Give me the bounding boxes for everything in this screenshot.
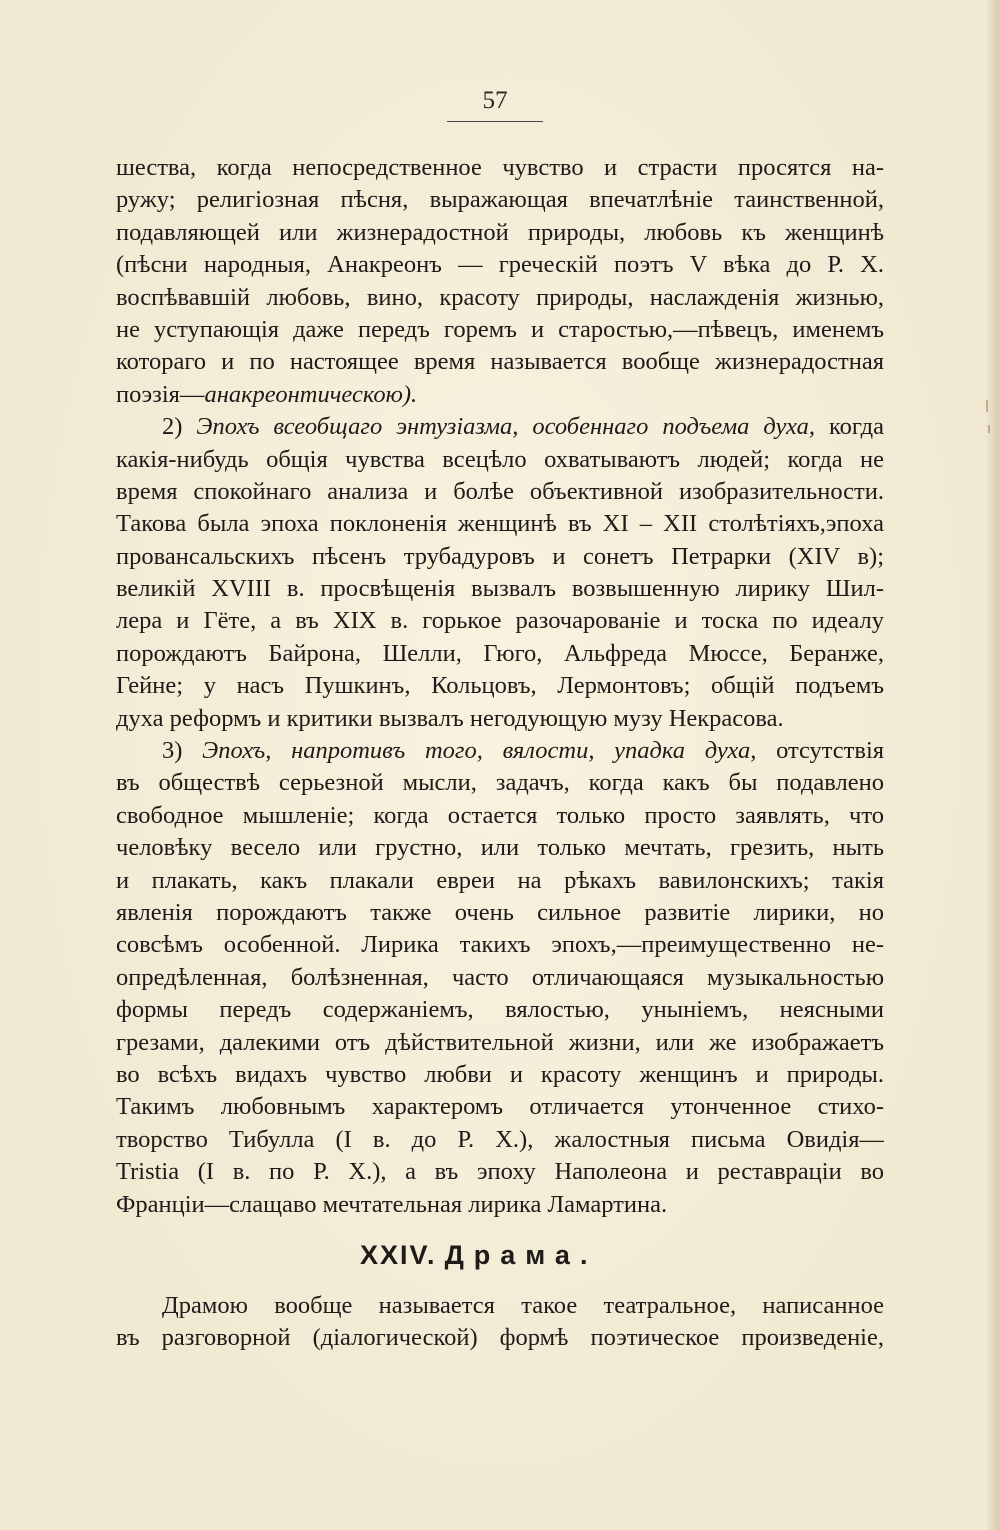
drama-paragraph [116, 1290, 884, 1355]
page-number: 57 [482, 87, 508, 114]
section-heading [360, 1237, 660, 1277]
italic-term: анакреонтическою). [204, 380, 418, 408]
text-fragment: поэзія— [116, 380, 205, 408]
italic-term: Эпохъ всеобщаго энтузіазма, особеннаго подъема духа, [196, 413, 815, 441]
paragraph-number: 2) [162, 413, 183, 441]
text-line: явленія порождаютъ также очень сильное развитіе лирики, но [116, 898, 884, 926]
text-line: въ разговорной (діалогической) формѣ поэтическое произведеніе, [116, 1324, 884, 1352]
text-line: Такимъ любовнымъ характеромъ отличается утонченное стихо- [116, 1093, 884, 1121]
text-line: Драмою вообще называется такое театральное, написанное [162, 1292, 884, 1319]
italic-term: напротивъ [291, 737, 406, 765]
italic-term: того, [424, 737, 483, 765]
text-line: формы передъ содержаніемъ, вялостью, уныніемъ, неясными [116, 996, 884, 1024]
page-edge-shadow [985, 0, 999, 1530]
text-line: (пѣсни народныя, Анакреонъ — греческій поэтъ V вѣка до Р. X. [116, 251, 884, 279]
text-line [116, 379, 884, 411]
text-line: во всѣхъ видахъ чувство любви и красоту женщинъ и природы. [116, 1060, 884, 1088]
text-fragment: когда [828, 413, 884, 441]
text-line: лера и Гёте, а въ XIX в. горькое разочарованіе и тоска по идеалу [116, 607, 884, 635]
text-fragment: отсутствія [776, 737, 884, 765]
text-line: время спокойнаго анализа и болѣе объективной изобразительности. [116, 477, 884, 505]
text-line: ружу; религіозная пѣсня, выражающая впечатлѣніе таинственной, [116, 186, 884, 214]
italic-term: Эпохъ, [202, 737, 272, 765]
text-line: и плакать, какъ плакали евреи на рѣкахъ вавилонскихъ; такія [116, 866, 884, 894]
body-text [116, 152, 884, 1221]
text-line: воспѣвавшій любовь, вино, красоту природы, наслажденія жизнью, [116, 283, 884, 311]
text-line: свободное мышленіе; когда остается только просто заявлять, что [116, 801, 884, 829]
text-line: Франціи—слащаво мечтательная лирика Ламартина. [116, 1190, 668, 1218]
paragraph-2-first-line [116, 411, 884, 443]
text-line: Такова была эпоха поклоненія женщинѣ въ XI – XII столѣтіяхъ,эпоха [116, 510, 884, 538]
text-line: человѣку весело или грустно, или только мечтать, грезить, ныть [116, 834, 884, 862]
paper-speck [986, 400, 988, 412]
paper-speck [988, 425, 990, 433]
text-line: шества, когда непосредственное чувство и страсти просятся на- [116, 154, 884, 181]
section-number: XXIV. [360, 1240, 437, 1270]
text-line: творство Тибулла (I в. до Р. X.), жалостныя письма Овидія— [116, 1125, 884, 1153]
text-line: грезами, далекими отъ дѣйствительной жизни, или же изображаетъ [116, 1028, 884, 1056]
text-line: не уступающія даже передъ горемъ и старостью,—пѣвецъ, именемъ [116, 315, 884, 343]
section-title: Драма. [444, 1240, 598, 1270]
paragraph-3-first-line [116, 735, 884, 767]
text-line: какія-нибудь общія чувства всецѣло охватываютъ людей; когда не [116, 445, 884, 473]
text-line: совсѣмъ особенной. Лирика такихъ эпохъ,—преимущественно не- [116, 931, 884, 959]
page-number-rule [447, 121, 543, 122]
text-line: опредѣленная, болѣзненная, часто отличающаяся музыкальностью [116, 963, 884, 991]
text-line: провансальскихъ пѣсенъ трубадуровъ и сонетъ Петрарки (XIV в); [116, 542, 884, 570]
paragraph-number: 3) [162, 737, 183, 765]
italic-term: вялости, упадка духа, [502, 737, 757, 765]
text-line: Гейне; у насъ Пушкинъ, Кольцовъ, Лермонтовъ; общій подъемъ [116, 672, 884, 700]
text-line: великій XVIII в. просвѣщенія вызвалъ возвышенную лирику Шил- [116, 575, 884, 603]
text-line: духа реформъ и критики вызвалъ негодующую музу Некрасова. [116, 704, 784, 732]
text-line: Tristia (I в. по Р. X.), а въ эпоху Наполеона и реставраціи во [116, 1158, 884, 1186]
text-line: въ обществѣ серьезной мысли, задачъ, когда какъ бы подавлено [116, 769, 884, 797]
text-line: подавляющей или жизнерадостной природы, любовь къ женщинѣ [116, 218, 884, 246]
text-line: котораго и по настоящее время называется вообще жизнерадостная [116, 348, 884, 376]
text-line: порождаютъ Байрона, Шелли, Гюго, Альфреда Мюссе, Беранже, [116, 639, 884, 667]
